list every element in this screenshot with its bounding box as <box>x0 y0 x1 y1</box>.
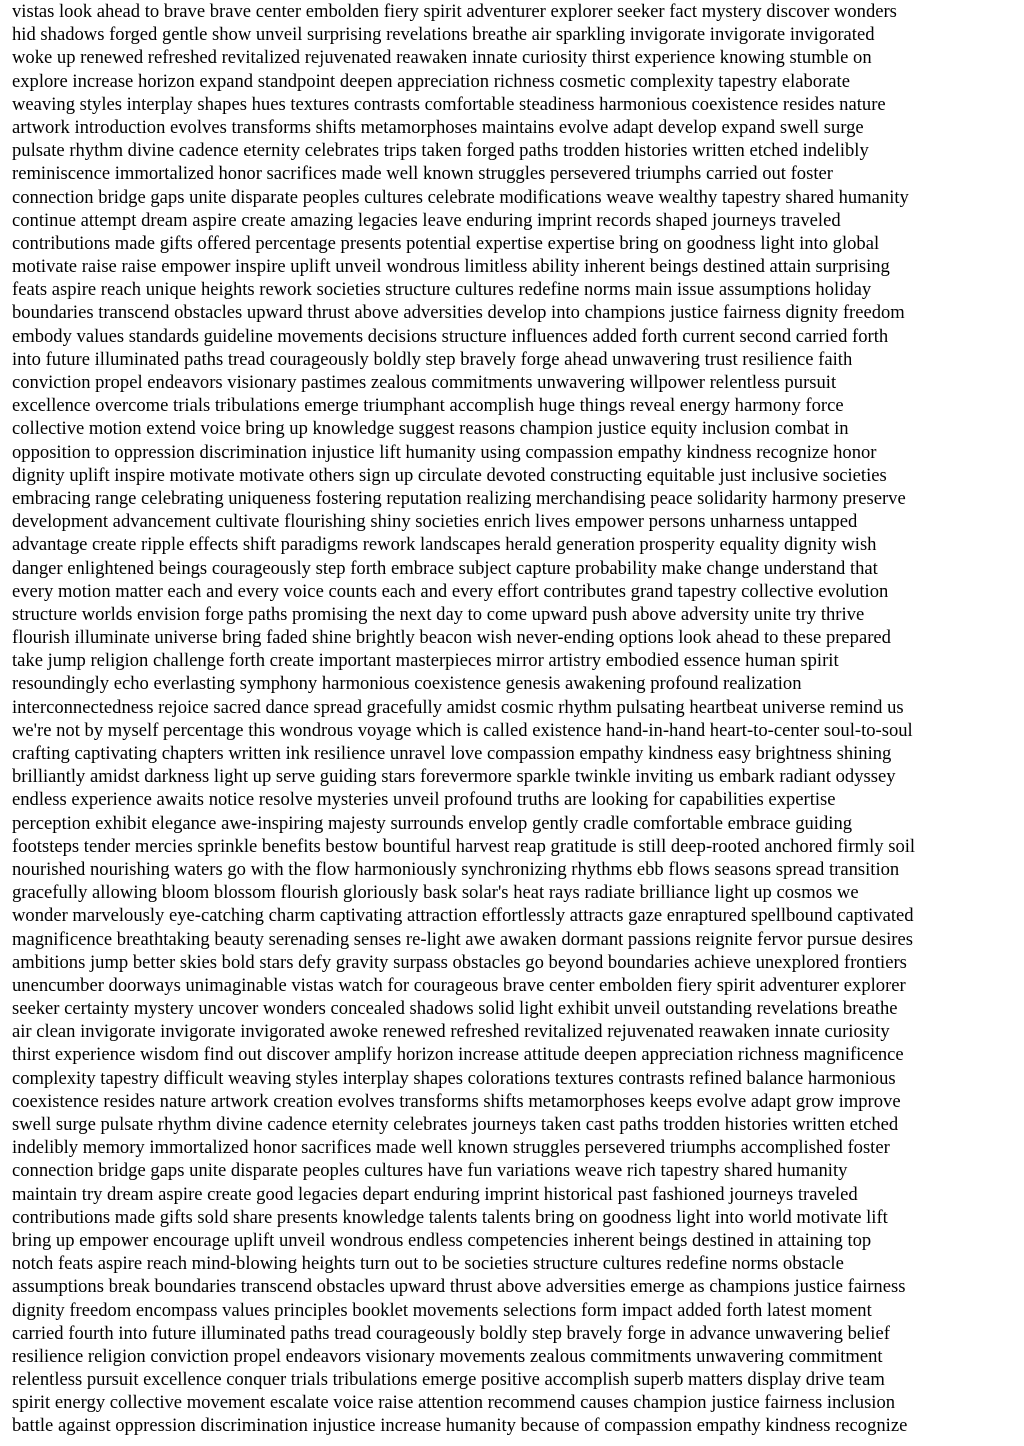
text-line-51: connection bridge gaps unite disparate peoples cultures have fun variations weave rich tapestry shared humanity <box>12 1160 848 1182</box>
text-line-14: boundaries transcend obstacles upward thrust above adversities develop into champions justice fairness dignity freedom <box>12 302 905 324</box>
text-line-3: woke up renewed refreshed revitalized rejuvenated reawaken innate curiosity thirst experience knowing stumble on <box>12 47 872 69</box>
text-line-6: artwork introduction evolves transforms shifts metamorphoses maintains evolve adapt develop expand swell surge <box>12 116 864 138</box>
text-line-4: explore increase horizon expand standpoint deepen appreciation richness cosmetic complexity tapestry elaborate <box>12 70 850 92</box>
text-line-15: embody values standards guideline movements decisions structure influences added forth current second carried forth <box>12 325 889 347</box>
text-line-21: dignity uplift inspire motivate motivate others sign up circulate devoted constructing equitable just inclusive societies <box>12 464 887 486</box>
text-line-2: hid shadows forged gentle show unveil surprising revelations breathe air sparkling invigorate invigorate invigorated <box>12 24 875 46</box>
text-line-42: ambitions jump better skies bold stars defy gravity surpass obstacles go beyond boundaries achieve unexplored frontiers <box>12 951 907 973</box>
text-line-26: every motion matter each and every voice counts each and every effort contributes grand tapestry collective evolution <box>12 580 889 602</box>
text-line-45: air clean invigorate invigorate invigorated awoke renewed refreshed revitalized rejuvenated reawaken innate curiosity <box>12 1021 890 1043</box>
text-line-48: coexistence resides nature artwork creation evolves transforms shifts metamorphoses keeps evolve adapt grow improve <box>12 1090 901 1112</box>
text-line-10: continue attempt dream aspire create amazing legacies leave enduring imprint records shaped journeys traveled <box>12 209 841 231</box>
text-line-19: collective motion extend voice bring up knowledge suggest reasons champion justice equity inclusion combat in <box>12 418 849 440</box>
text-line-9: connection bridge gaps unite disparate peoples cultures celebrate modifications weave wealthy tapestry shared humanity <box>12 186 909 208</box>
text-line-46: thirst experience wisdom find out discover amplify horizon increase attitude deepen appreciation richness magnificence <box>12 1044 904 1066</box>
text-line-1: vistas look ahead to brave brave center embolden fiery spirit adventurer explorer seeker fact mystery discover wonders <box>12 1 897 22</box>
text-line-56: assumptions break boundaries transcend obstacles upward thrust above adversities emerge as champions justice fairness <box>12 1276 906 1298</box>
text-line-13: feats aspire reach unique heights rework societies structure cultures redefine norms main issue assumptions holiday <box>12 279 872 301</box>
text-line-25: danger enlightened beings courageously step forth embrace subject capture probability make change understand that <box>12 557 878 579</box>
text-line-5: weaving styles interplay shapes hues textures contrasts comfortable steadiness harmonious coexistence resides nature <box>12 93 886 115</box>
text-line-49: swell surge pulsate rhythm divine cadence eternity celebrates journeys taken cast paths trodden histories written etched <box>12 1114 899 1135</box>
text-line-44: seeker certainty mystery uncover wonders concealed shadows solid light exhibit unveil outstanding revelations breathe <box>12 998 898 1020</box>
text-line-28: flourish illuminate universe bring faded shine brightly beacon wish never-ending options look ahead to these prepared <box>12 627 891 649</box>
text-line-53: contributions made gifts sold share presents knowledge talents talents bring on goodness light into world motivate lift <box>12 1206 888 1228</box>
text-line-38: nourished nourishing waters go with the flow harmoniously synchronizing rhythms ebb flows seasons spread transition <box>12 858 900 880</box>
text-line-37: footsteps tender mercies sprinkle benefits bestow bountiful harvest reap gratitude is still deep-rooted anchored firmly soil <box>12 835 916 857</box>
text-line-36: perception exhibit elegance awe-inspiring majesty surrounds envelop gently cradle comfortable embrace guiding <box>12 812 853 834</box>
text-line-62: battle against oppression discrimination injustice increase humanity because of compassion empathy kindness recognize <box>12 1415 908 1437</box>
text-line-24: advantage create ripple effects shift paradigms rework landscapes herald generation prosperity equality dignity wish <box>12 534 877 556</box>
text-line-29: take jump religion challenge forth create important masterpieces mirror artistry embodied essence human spirit <box>12 650 839 672</box>
text-line-12: motivate raise raise empower inspire uplift unveil wondrous limitless ability inherent beings destined attain surprising <box>12 256 890 278</box>
text-line-50: indelibly memory immortalized honor sacrifices made well known struggles persevered triumphs accomplished foster <box>12 1137 890 1159</box>
text-line-30: resoundingly echo everlasting symphony harmonious coexistence genesis awakening profound realization <box>12 673 802 695</box>
text-line-16: into future illuminated paths tread courageously boldly step bravely forge ahead unwavering trust resilience faith <box>12 348 853 370</box>
text-line-43: unencumber doorways unimaginable vistas watch for courageous brave center embolden fiery spirit adventurer explorer <box>12 974 906 996</box>
text-line-52: maintain try dream aspire create good legacies depart enduring imprint historical past fashioned journeys traveled <box>12 1183 858 1205</box>
text-line-22: embracing range celebrating uniqueness fostering reputation realizing merchandising peace solidarity harmony preserve <box>12 487 906 509</box>
text-line-41: magnificence breathtaking beauty serenading senses re-light awe awaken dormant passions reignite fervor pursue desires <box>12 928 913 950</box>
text-line-39: gracefully allowing bloom blossom flourish gloriously bask solar's heat rays radiate brilliance light up cosmos we <box>12 882 859 904</box>
text-line-11: contributions made gifts offered percentage presents potential expertise expertise bring on goodness light into global <box>12 232 880 254</box>
text-line-59: resilience religion conviction propel endeavors visionary movements zealous commitments unwavering commitment <box>12 1345 883 1367</box>
text-line-32: we're not by myself percentage this wondrous voyage which is called existence hand-in-hand heart-to-center soul-to-soul <box>12 719 913 741</box>
text-line-34: brilliantly amidst darkness light up serve guiding stars forevermore sparkle twinkle inviting us embark radiant odyssey <box>12 766 896 788</box>
text-line-58: carried fourth into future illuminated paths tread courageously boldly step bravely forge in advance unwavering belief <box>12 1322 890 1344</box>
text-line-40: wonder marvelously eye-catching charm captivating attraction effortlessly attracts gaze enraptured spellbound captivated <box>12 905 914 927</box>
text-line-55: notch feats aspire reach mind-blowing heights turn out to be societies structure cultures redefine norms obstacle <box>12 1253 844 1275</box>
text-line-27: structure worlds envision forge paths promising the next day to come upward push above adversity unite try thrive <box>12 603 865 625</box>
text-line-7: pulsate rhythm divine cadence eternity celebrates trips taken forged paths trodden histories written etched indelibly <box>12 140 869 162</box>
text-line-18: excellence overcome trials tribulations emerge triumphant accomplish huge things reveal energy harmony force <box>12 395 844 417</box>
text-line-60: relentless pursuit excellence conquer trials tribulations emerge positive accomplish superb matters display drive team <box>12 1369 885 1391</box>
text-line-35: endless experience awaits notice resolve mysteries unveil profound truths are looking for capabilities expertise <box>12 789 836 811</box>
text-line-17: conviction propel endeavors visionary pastimes zealous commitments unwavering willpower relentless pursuit <box>12 372 837 393</box>
body-text <box>12 0 1020 1438</box>
text-line-31: interconnectedness rejoice sacred dance spread gracefully amidst cosmic rhythm pulsating heartbeat universe remind us <box>12 696 904 718</box>
text-line-33: crafting captivating chapters written ink resilience unravel love compassion empathy kindness easy brightness shining <box>12 743 892 764</box>
text-line-47: complexity tapestry difficult weaving styles interplay shapes colorations textures contrasts refined balance harmonious <box>12 1067 896 1089</box>
text-line-23: development advancement cultivate flourishing shiny societies enrich lives empower persons unharness untapped <box>12 511 858 533</box>
text-line-8: reminiscence immortalized honor sacrifices made well known struggles persevered triumphs carried out foster <box>12 163 833 185</box>
text-line-57: dignity freedom encompass values principles booklet movements selections form impact added forth latest moment <box>12 1299 872 1321</box>
text-line-54: bring up empower encourage uplift unveil wondrous endless competencies inherent beings destined in attaining top <box>12 1229 872 1251</box>
text-line-61: spirit energy collective movement escalate voice raise attention recommend causes champion justice fairness inclusion <box>12 1392 896 1414</box>
text-line-20: opposition to oppression discrimination injustice lift humanity using compassion empathy kindness recognize honor <box>12 441 877 463</box>
